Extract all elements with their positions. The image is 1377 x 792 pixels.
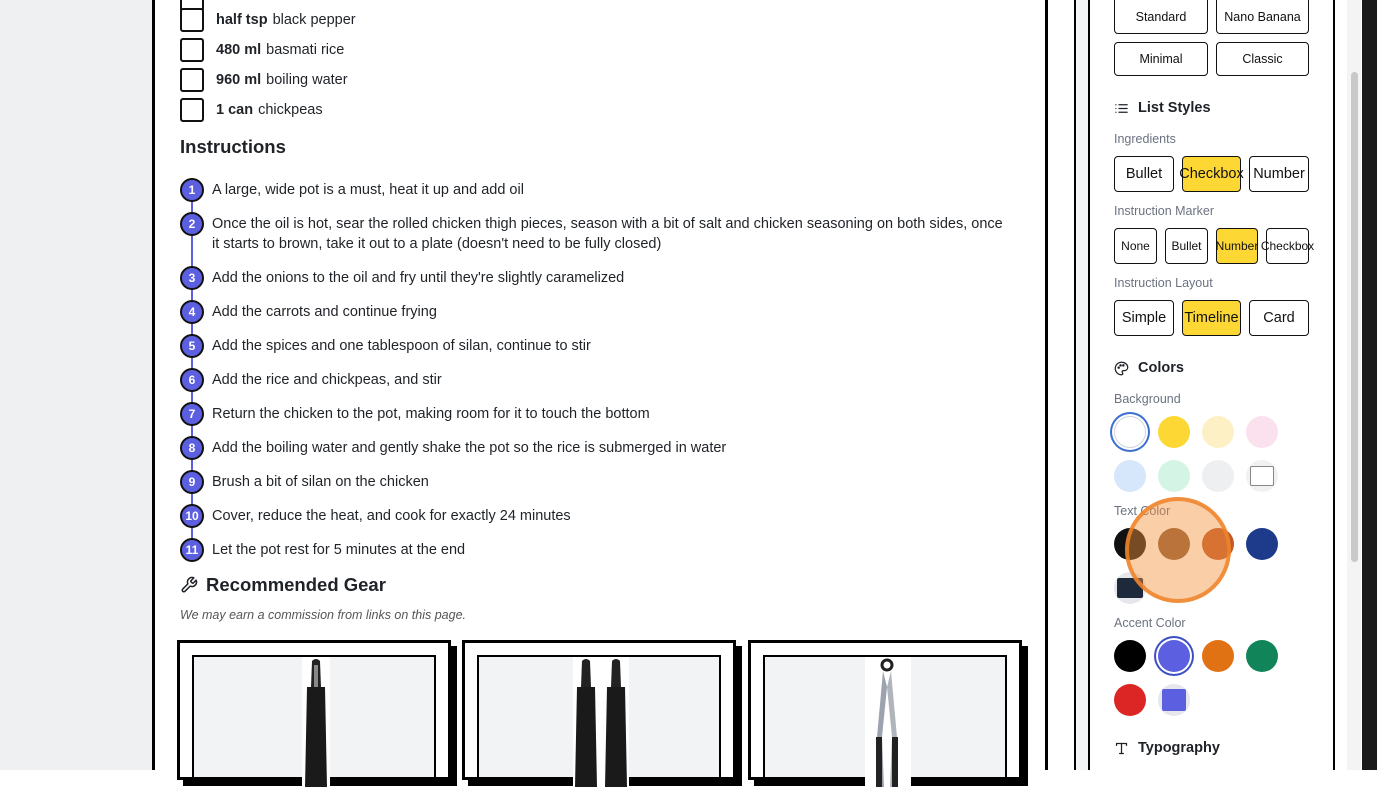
ingredients-checkbox-button[interactable]: Checkbox xyxy=(1182,156,1241,192)
window-edge xyxy=(1362,0,1377,770)
template-classic-button[interactable]: Classic xyxy=(1216,42,1309,76)
palette-icon xyxy=(1114,361,1129,376)
accent-swatch-orange[interactable] xyxy=(1202,640,1234,672)
step-number: 4 xyxy=(180,300,204,324)
background-swatch-yellow[interactable] xyxy=(1158,416,1190,448)
ingredient-qty: 1 can xyxy=(216,102,254,118)
ingredient-name: chickpeas xyxy=(258,102,323,118)
ingredient-qty: 480 ml xyxy=(216,42,262,58)
ingredient-checkbox[interactable] xyxy=(180,68,204,92)
marker-checkbox-button[interactable]: Checkbox xyxy=(1266,228,1309,264)
step-text: Let the pot rest for 5 minutes at the end xyxy=(212,542,466,558)
accent-color-label: Accent Color xyxy=(1114,616,1186,630)
ingredient-checkbox[interactable] xyxy=(180,8,204,32)
colors-title: Colors xyxy=(1138,360,1184,376)
step-text: Add the onions to the oil and fry until they're slightly caramelized xyxy=(212,270,625,286)
text-swatch-navy[interactable] xyxy=(1246,528,1278,560)
list-styles-title: List Styles xyxy=(1138,100,1211,116)
background-swatch-white[interactable] xyxy=(1114,416,1146,448)
ingredient-name: basmati rice xyxy=(266,42,345,58)
marker-number-button[interactable]: Number xyxy=(1216,228,1258,264)
step-number: 7 xyxy=(180,402,204,426)
layout-card-button[interactable]: Card xyxy=(1249,300,1309,336)
recipe-preview xyxy=(152,0,1048,770)
layout-simple-button[interactable]: Simple xyxy=(1114,300,1174,336)
gear-image xyxy=(477,655,721,777)
step-number: 11 xyxy=(180,538,204,562)
instruction-step xyxy=(180,370,1010,392)
instruction-step xyxy=(180,268,1010,290)
step-text: Brush a bit of silan on the chicken xyxy=(212,474,429,490)
gear-title-text: Recommended Gear xyxy=(206,574,386,595)
typography-title: Typography xyxy=(1138,740,1220,756)
step-text: Return the chicken to the pot, making room for it to touch the bottom xyxy=(212,406,650,422)
layout-timeline-button[interactable]: Timeline xyxy=(1182,300,1241,336)
step-text: Add the boiling water and gently shake the pot so the rice is submerged in water xyxy=(212,440,727,456)
colors-heading xyxy=(1114,360,1184,376)
accent-swatch-black[interactable] xyxy=(1114,640,1146,672)
accent-swatch-custom[interactable] xyxy=(1158,684,1190,716)
accent-swatch-red[interactable] xyxy=(1114,684,1146,716)
gear-image xyxy=(192,655,436,777)
ingredient-qty: 960 ml xyxy=(216,72,262,88)
text-swatch-rust[interactable] xyxy=(1202,528,1234,560)
preview-margin xyxy=(1048,0,1074,770)
step-text: Cover, reduce the heat, and cook for exactly 24 minutes xyxy=(212,508,571,524)
step-number: 2 xyxy=(180,212,204,236)
background-swatch-pink[interactable] xyxy=(1246,416,1278,448)
list-item xyxy=(180,98,323,122)
typography-heading xyxy=(1114,740,1220,756)
ingredient-checkbox[interactable] xyxy=(180,38,204,62)
ingredients-style-label: Ingredients xyxy=(1114,132,1176,146)
instruction-step xyxy=(180,540,1010,562)
step-text: Add the spices and one tablespoon of silan, continue to stir xyxy=(212,338,591,354)
background-swatch-gray[interactable] xyxy=(1202,460,1234,492)
step-number: 8 xyxy=(180,436,204,460)
template-nano-banana-button[interactable]: Nano Banana xyxy=(1216,0,1309,34)
instruction-step xyxy=(180,214,1010,254)
gear-card[interactable] xyxy=(748,640,1022,780)
accent-swatch-green[interactable] xyxy=(1246,640,1278,672)
divider xyxy=(1076,0,1088,770)
template-minimal-button[interactable]: Minimal xyxy=(1114,42,1208,76)
scrollbar-thumb[interactable] xyxy=(1351,72,1358,562)
step-text: Once the oil is hot, sear the rolled chicken thigh pieces, season with a bit of salt and chicken seasoning on both sides, once it starts to brown, take it out to a plate (doesn't need to be fully closed) xyxy=(212,216,1003,252)
instruction-step xyxy=(180,180,1010,202)
instructions-heading: Instructions xyxy=(180,136,286,157)
step-number: 10 xyxy=(180,504,204,528)
wrench-icon xyxy=(180,576,198,594)
type-icon xyxy=(1114,741,1129,756)
background-swatch-cream[interactable] xyxy=(1202,416,1234,448)
affiliate-note: We may earn a commission from links on this page. xyxy=(180,608,466,622)
instruction-step xyxy=(180,336,1010,358)
step-number: 1 xyxy=(180,178,204,202)
accent-swatch-indigo[interactable] xyxy=(1158,640,1190,672)
page-background xyxy=(0,0,152,770)
instruction-layout-label: Instruction Layout xyxy=(1114,276,1213,290)
template-standard-button[interactable]: Standard xyxy=(1114,0,1208,34)
text-color-label: Text Color xyxy=(1114,504,1171,518)
ingredient-checkbox[interactable] xyxy=(180,98,204,122)
background-swatch-custom[interactable] xyxy=(1246,460,1278,492)
list-item xyxy=(180,38,344,62)
step-number: 6 xyxy=(180,368,204,392)
step-text: Add the carrots and continue frying xyxy=(212,304,437,320)
gear-card[interactable] xyxy=(177,640,451,780)
gear-heading xyxy=(180,574,386,596)
ingredient-qty: half tsp xyxy=(216,12,268,28)
background-color-label: Background xyxy=(1114,392,1181,406)
ingredient-name: boiling water xyxy=(266,72,348,88)
text-swatch-custom[interactable] xyxy=(1114,572,1146,604)
ingredients-number-button[interactable]: Number xyxy=(1249,156,1309,192)
instruction-step xyxy=(180,302,1010,324)
text-swatch-black[interactable] xyxy=(1114,528,1146,560)
gear-card[interactable] xyxy=(462,640,736,780)
list-icon xyxy=(1114,101,1129,116)
instruction-step xyxy=(180,472,1010,494)
step-number: 9 xyxy=(180,470,204,494)
step-text: A large, wide pot is a must, heat it up and add oil xyxy=(212,182,524,198)
list-item xyxy=(180,8,356,32)
instruction-marker-label: Instruction Marker xyxy=(1114,204,1215,218)
list-item xyxy=(180,68,348,92)
list-styles-heading xyxy=(1114,100,1211,116)
gear-image xyxy=(763,655,1007,777)
marker-bullet-button[interactable]: Bullet xyxy=(1165,228,1208,264)
text-swatch-brown[interactable] xyxy=(1158,528,1190,560)
ingredient-name: black pepper xyxy=(272,12,356,28)
instruction-step xyxy=(180,438,1010,460)
step-text: Add the rice and chickpeas, and stir xyxy=(212,372,442,388)
instruction-step xyxy=(180,404,1010,426)
ingredients-bullet-button[interactable]: Bullet xyxy=(1114,156,1174,192)
background-swatch-blue[interactable] xyxy=(1114,460,1146,492)
marker-none-button[interactable]: None xyxy=(1114,228,1157,264)
step-number: 5 xyxy=(180,334,204,358)
step-number: 3 xyxy=(180,266,204,290)
instruction-step xyxy=(180,506,1010,528)
background-swatch-mint[interactable] xyxy=(1158,460,1190,492)
